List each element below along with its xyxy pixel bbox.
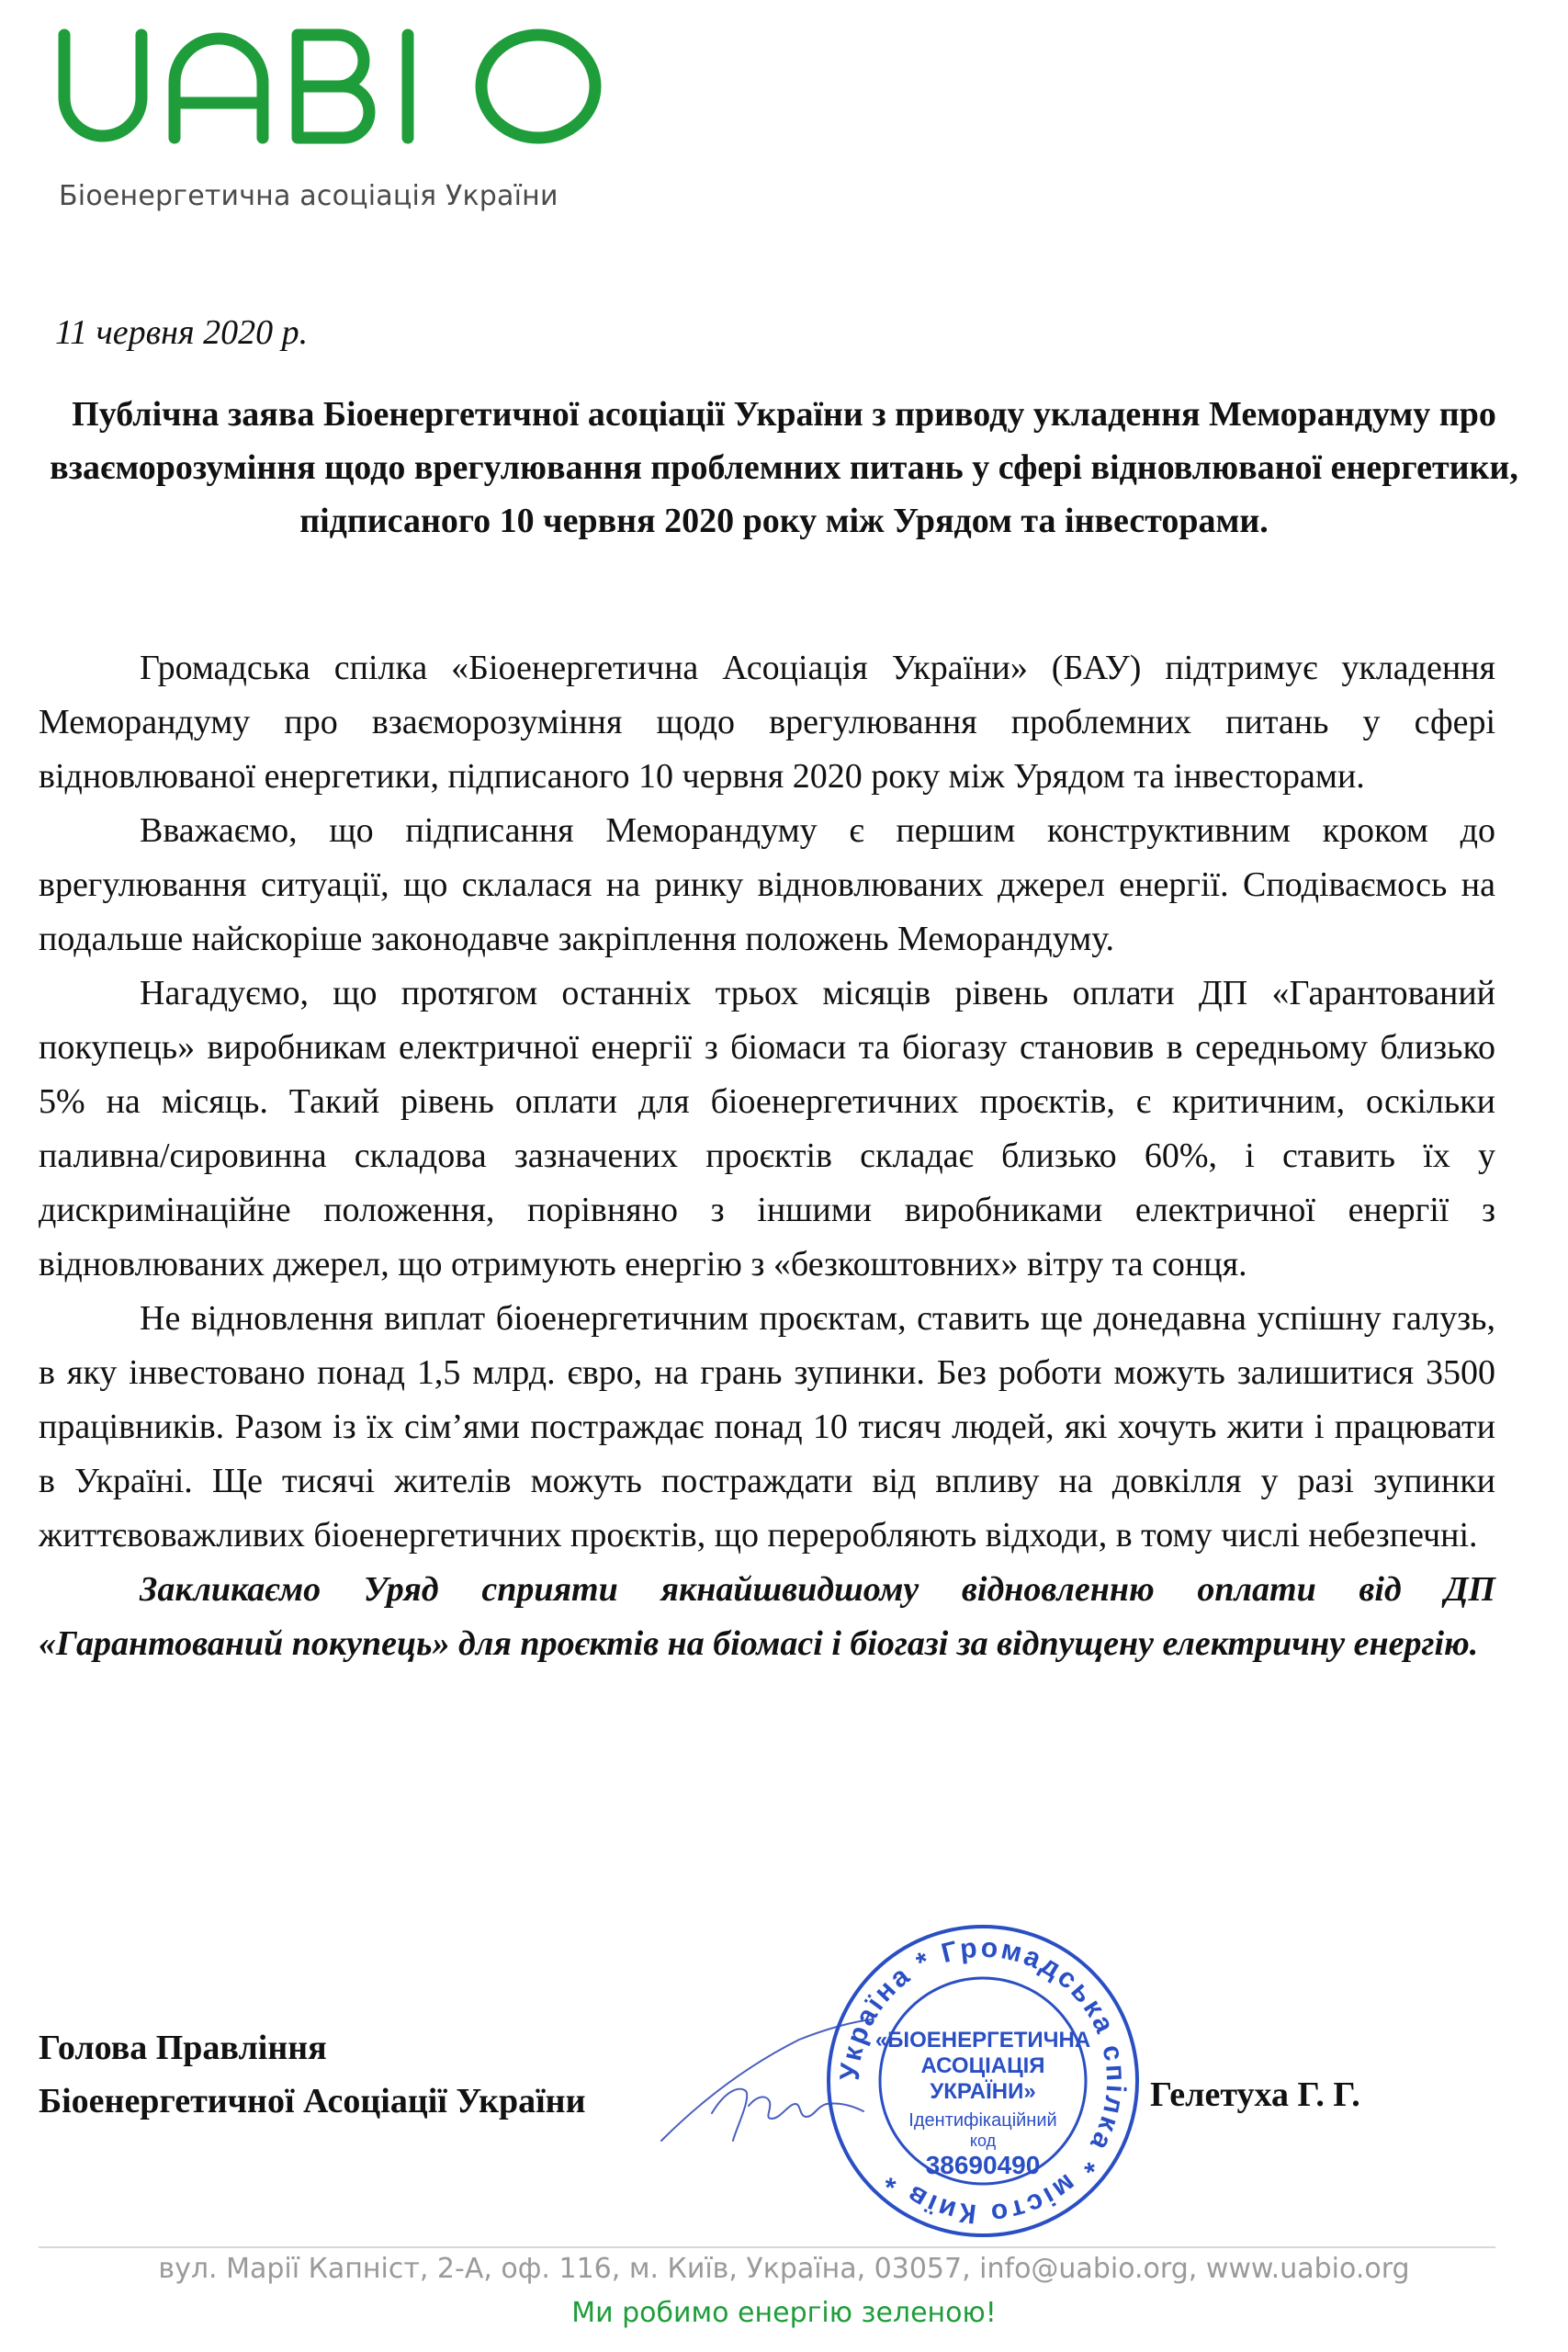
- footer-slogan: Ми робимо енергію зеленою!: [571, 2297, 997, 2329]
- paragraph-5: Закликаємо Уряд сприяти якнайшвидшому відновленню оплати від ДП «Гарантований покупець» для проєктів на біомасі і біогазі за відпущену електричну енергію.: [39, 1570, 1495, 1663]
- footer-address: вул. Марії Капніст, 2-А, оф. 116, м. Київ, Україна, 03057, info@uabio.org, www.uabio.org: [158, 2253, 1410, 2285]
- signatory-name: Гелетуха Г. Г.: [1150, 2075, 1360, 2114]
- document-body: [39, 641, 1495, 1671]
- paragraph-2: Вважаємо, що підписання Меморандуму є першим конструктивним кроком до врегулювання ситуації, що склалася на ринку відновлюваних джерел енергії. Сподіваємось на подальше найскоріше законодавче закріплення положень Меморандуму.: [39, 811, 1495, 958]
- tagline: Біоенергетична асоціація України: [59, 180, 558, 212]
- signatory-organization: Біоенергетичної Асоціації України: [39, 2082, 586, 2120]
- document-date: 11 червня 2020 р.: [55, 313, 309, 352]
- svg-text:Україна * Громадська спілка *: Україна * Громадська спілка * місто Київ *: [834, 1932, 1132, 2230]
- organization-stamp: [822, 1920, 1144, 2242]
- document-title: Публічна заява Біоенергетичної асоціації України з приводу укладення Меморандуму про взаєморозуміння щодо врегулювання проблемних питань у сфері відновлюваної енергетики, підписаного 10 червня 2020 року між Урядом та інвесторами.: [50, 395, 1518, 540]
- footer-divider: [39, 2246, 1495, 2248]
- signatory-title: [39, 2021, 585, 2128]
- svg-text:АСОЦІАЦІЯ: АСОЦІАЦІЯ: [920, 2053, 1045, 2078]
- logo-text: UABIO: [57, 26, 61, 27]
- paragraph-3: Нагадуємо, що протягом останніх трьох місяців рівень оплати ДП «Гарантований покупець» виробникам електричної енергії з біомаси та біогазу становив в середньому близько 5% на місяць. Такий рівень оплати для біоенергетичних проєктів, є критичним, оскільки паливна/сировинна складова зазначених проєктів складає близько 60%, і ставить їх у дискримінаційне положення, порівняно з іншими виробниками електричної енергії з відновлюваних джерел, що отримують енергію з «безкоштовних» вітру та сонця.: [39, 974, 1495, 1283]
- svg-text:38690490: 38690490: [925, 2151, 1041, 2179]
- svg-text:Ідентифікаційний: Ідентифікаційний: [908, 2110, 1057, 2131]
- svg-text:УКРАЇНИ»: УКРАЇНИ»: [930, 2079, 1036, 2104]
- paragraph-1: Громадська спілка «Біоенергетична Асоціація України» (БАУ) підтримує укладення Меморандуму про взаєморозуміння щодо врегулювання проблемних питань у сфері відновлюваної енергетики, підписаного 10 червня 2020 року між Урядом та інвесторами.: [39, 649, 1495, 796]
- svg-text:код: код: [969, 2132, 997, 2150]
- svg-text:«БІОЕНЕРГЕТИЧНА: «БІОЕНЕРГЕТИЧНА: [874, 2028, 1091, 2052]
- signatory-position: Голова Правління: [39, 2029, 327, 2067]
- uabio-logo: [57, 26, 645, 147]
- paragraph-4: Не відновлення виплат біоенергетичним проєктам, ставить ще донедавна успішну галузь, в яку інвестовано понад 1,5 млрд. євро, на грань зупинки. Без роботи можуть залишитися 3500 працівників. Разом із їх сім’ями постраждає понад 10 тисяч людей, які хочуть жити і працювати в Україні. Ще тисячі жителів можуть постраждати від впливу на довкілля у разі зупинки життєвоважливих біоенергетичних проєктів, що переробляють відходи, в тому числі небезпечні.: [39, 1299, 1495, 1555]
